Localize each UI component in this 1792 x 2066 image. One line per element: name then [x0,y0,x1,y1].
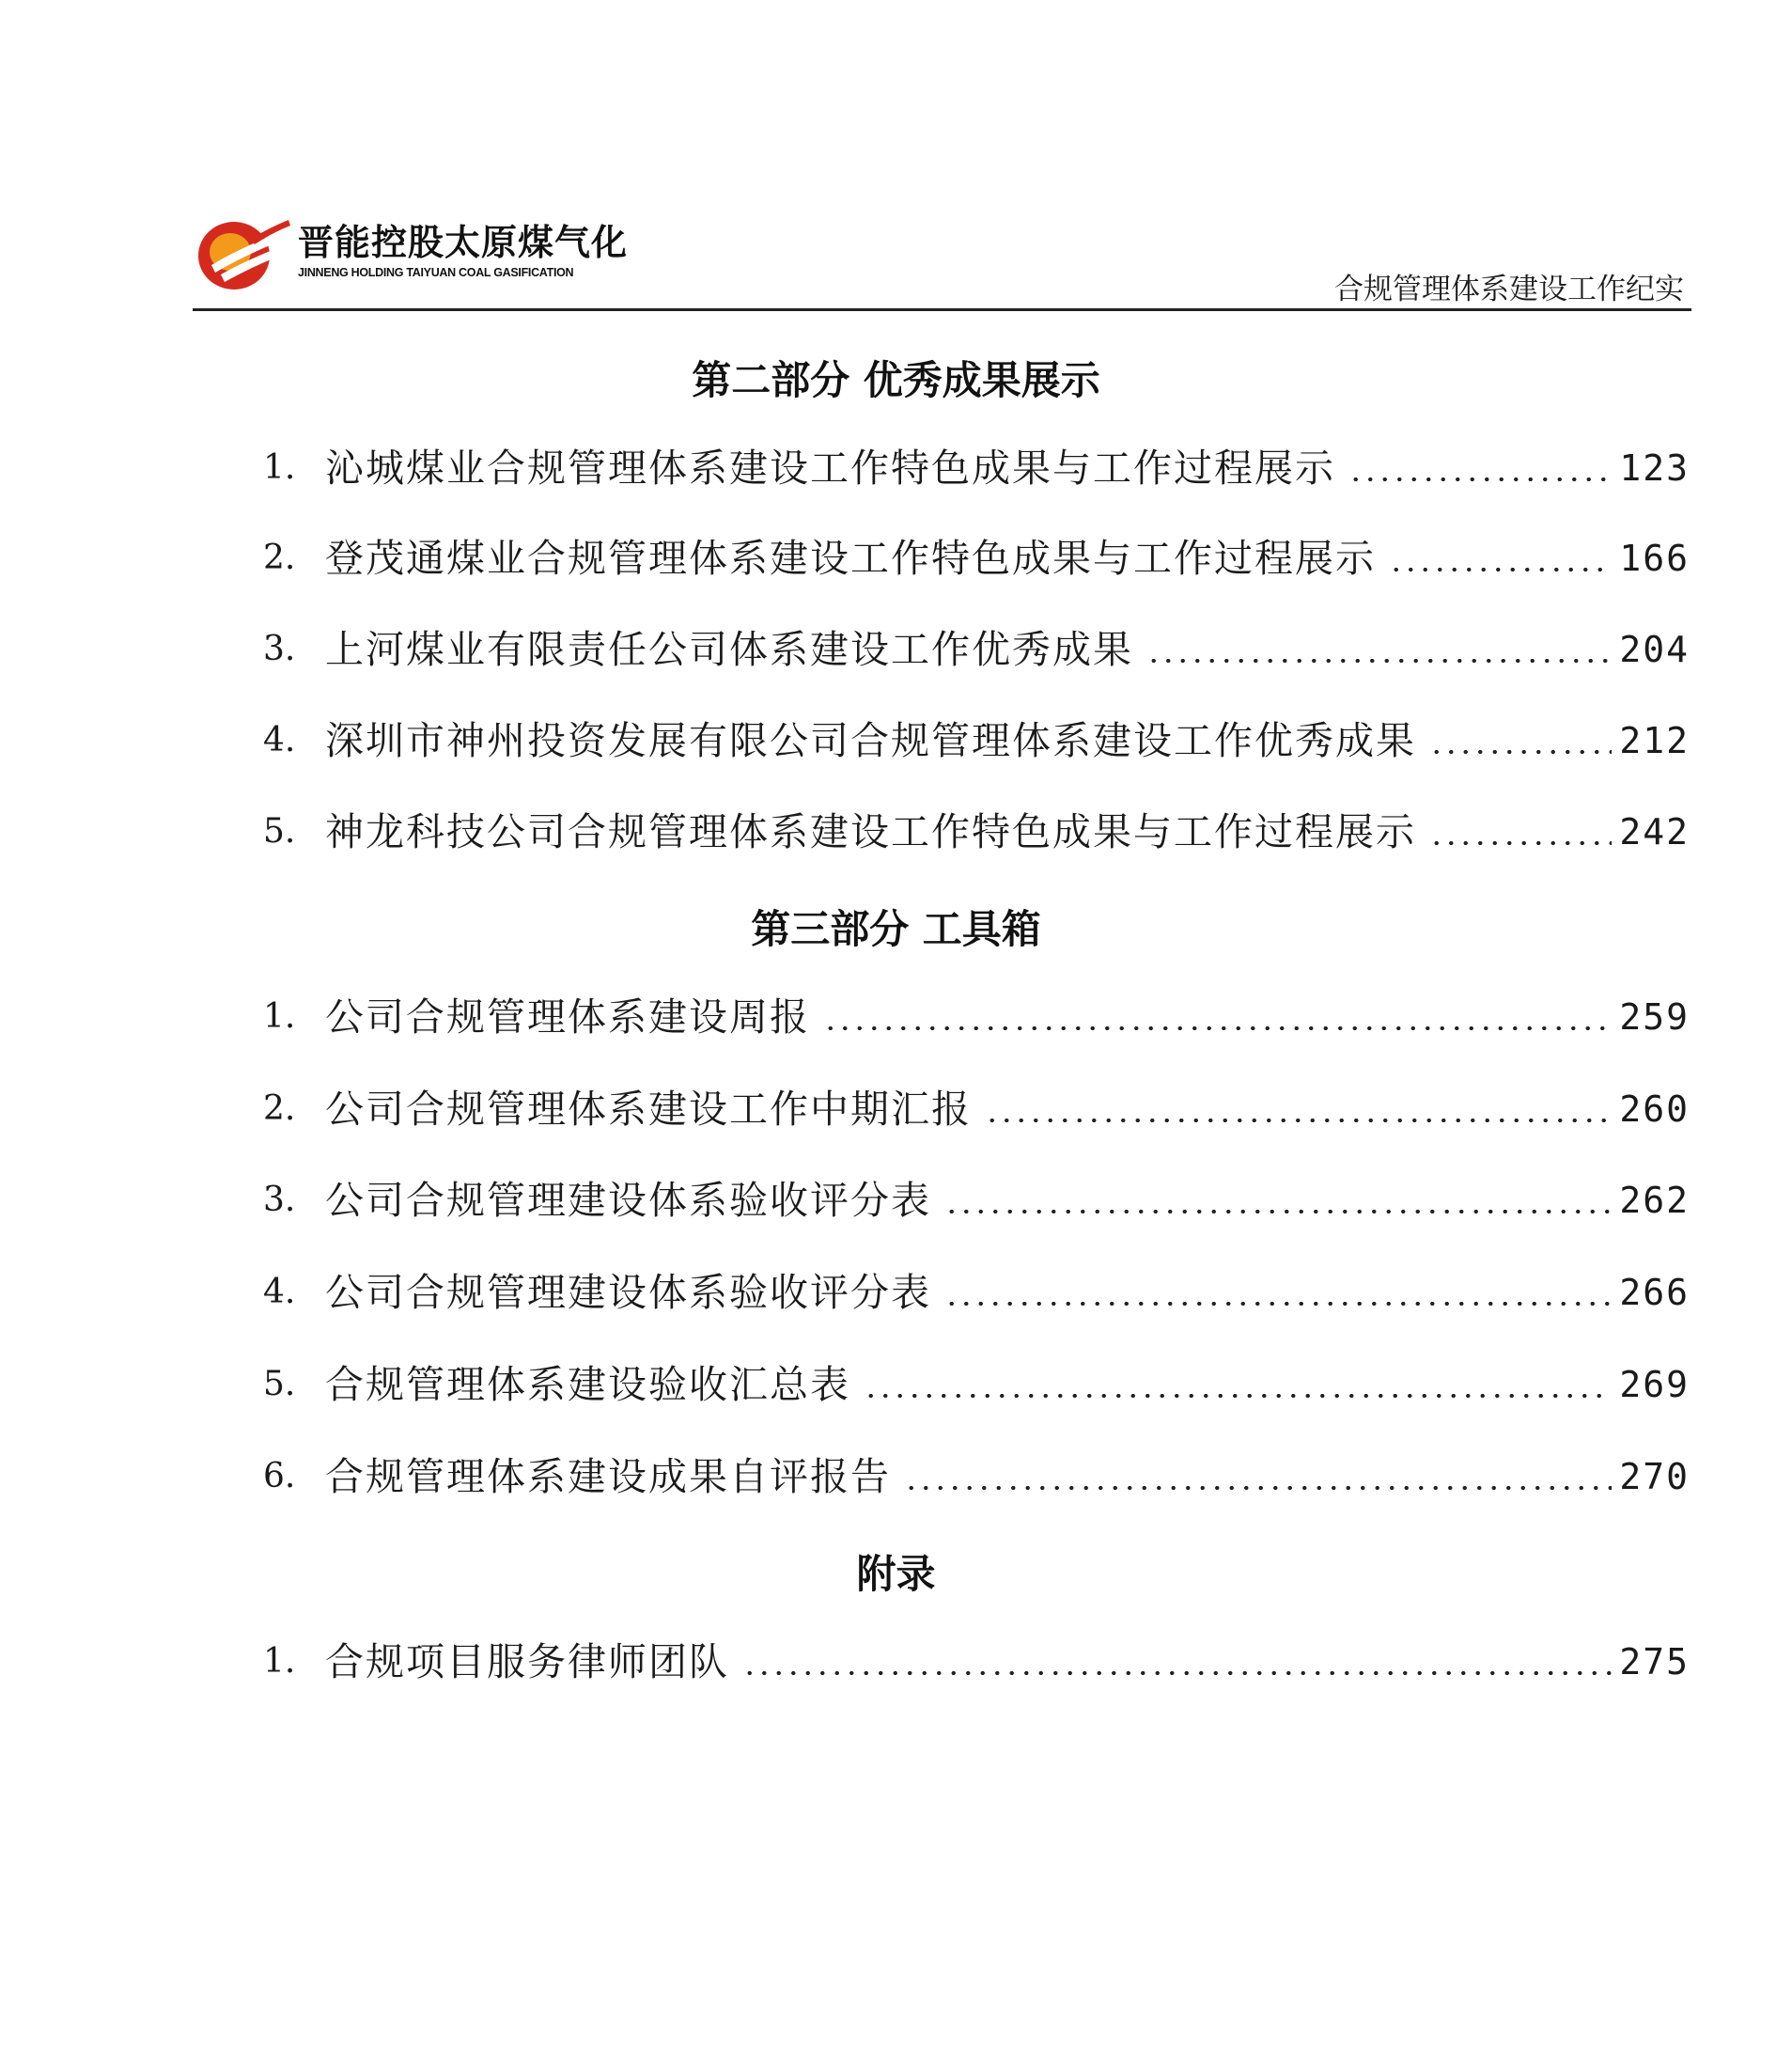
company-logo-icon [193,211,294,293]
toc-entry[interactable] [263,714,1690,767]
toc-entry-page: 275 [1619,1641,1690,1683]
toc-entry-number: 1. [263,1642,296,1681]
toc-dot-leader [1389,568,1612,571]
toc-entry-page: 266 [1619,1272,1690,1313]
toc-entry-page: 123 [1619,447,1690,489]
toc-entry-number: 5. [263,1365,296,1403]
toc-entry-page: 204 [1619,629,1690,670]
toc-dot-leader [742,1671,1612,1675]
toc-entry-title: 合规管理体系建设成果自评报告 [325,1454,891,1499]
header-divider [193,308,1691,311]
toc-entry-title: 公司合规管理建设体系验收评分表 [325,1270,931,1315]
section-title-part3: 第三部分 工具箱 [751,906,1041,952]
toc-entry-title: 深圳市神州投资发展有限公司合规管理体系建设工作优秀成果 [325,718,1416,763]
toc-dot-leader [864,1394,1612,1398]
toc-entry[interactable] [263,991,1690,1043]
toc-entry[interactable] [263,442,1690,494]
toc-entry-page: 212 [1619,720,1690,761]
toc-entry-number: 4. [263,1273,296,1311]
toc-entry[interactable] [263,1174,1690,1227]
toc-entry[interactable] [263,1083,1690,1135]
toc-entry-page: 259 [1619,996,1690,1038]
toc-entry-number: 3. [263,630,296,668]
toc-entry[interactable] [263,623,1690,676]
toc-entry-title: 登茂通煤业合规管理体系建设工作特色成果与工作过程展示 [325,536,1376,581]
toc-entry-page: 166 [1619,538,1690,579]
toc-entry[interactable] [263,1266,1690,1319]
company-logo-text [298,222,628,280]
toc-dot-leader [904,1486,1612,1490]
toc-entry[interactable] [263,1450,1690,1503]
toc-entry-title: 合规管理体系建设验收汇总表 [325,1362,850,1407]
toc-entry-title: 合规项目服务律师团队 [325,1639,729,1684]
toc-dot-leader [1429,750,1612,754]
page-header [193,209,1691,312]
toc-dot-leader [985,1119,1612,1122]
toc-entry[interactable] [263,1636,1690,1688]
toc-dot-leader [944,1302,1612,1306]
toc-entry-page: 262 [1619,1180,1690,1221]
toc-entry-title: 公司合规管理体系建设周报 [325,994,810,1040]
toc-dot-leader [823,1026,1612,1030]
toc-entry-title: 沁城煤业合规管理体系建设工作特色成果与工作过程展示 [325,446,1335,491]
toc-entry-page: 270 [1619,1456,1690,1497]
toc-dot-leader [1348,477,1612,481]
toc-entry-page: 260 [1619,1088,1690,1130]
toc-entry[interactable] [263,1358,1690,1411]
toc-dot-leader [944,1210,1612,1213]
company-name-cn: 晋能控股太原煤气化 [298,222,629,263]
toc-dot-leader [1146,659,1612,663]
section-title-appendix: 附录 [856,1551,936,1597]
document-title: 合规管理体系建设工作纪实 [1334,273,1684,306]
toc-entry-number: 4. [263,721,296,759]
toc-entry-number: 1. [263,448,296,487]
company-name-en: JINNENG HOLDING TAIYUAN COAL GASIFICATION [298,266,574,279]
toc-entry-number: 6. [263,1457,296,1495]
section-title-part2: 第二部分 优秀成果展示 [692,357,1100,403]
toc-dot-leader [1429,841,1612,845]
toc-entry[interactable] [263,806,1690,858]
toc-entry[interactable] [263,532,1690,585]
toc-entry-page: 242 [1619,811,1690,853]
toc-entry-number: 2. [263,539,296,577]
toc-entry-title: 神龙科技公司合规管理体系建设工作特色成果与工作过程展示 [325,809,1416,854]
toc-entry-number: 5. [263,812,296,851]
toc-entry-number: 2. [263,1089,296,1128]
toc-entry-title: 公司合规管理建设体系验收评分表 [325,1178,931,1223]
toc-entry-number: 1. [263,997,296,1036]
toc-entry-page: 269 [1619,1364,1690,1405]
toc-entry-title: 公司合规管理体系建设工作中期汇报 [325,1087,972,1132]
toc-entry-title: 上河煤业有限责任公司体系建设工作优秀成果 [325,627,1133,672]
toc-entry-number: 3. [263,1181,296,1219]
